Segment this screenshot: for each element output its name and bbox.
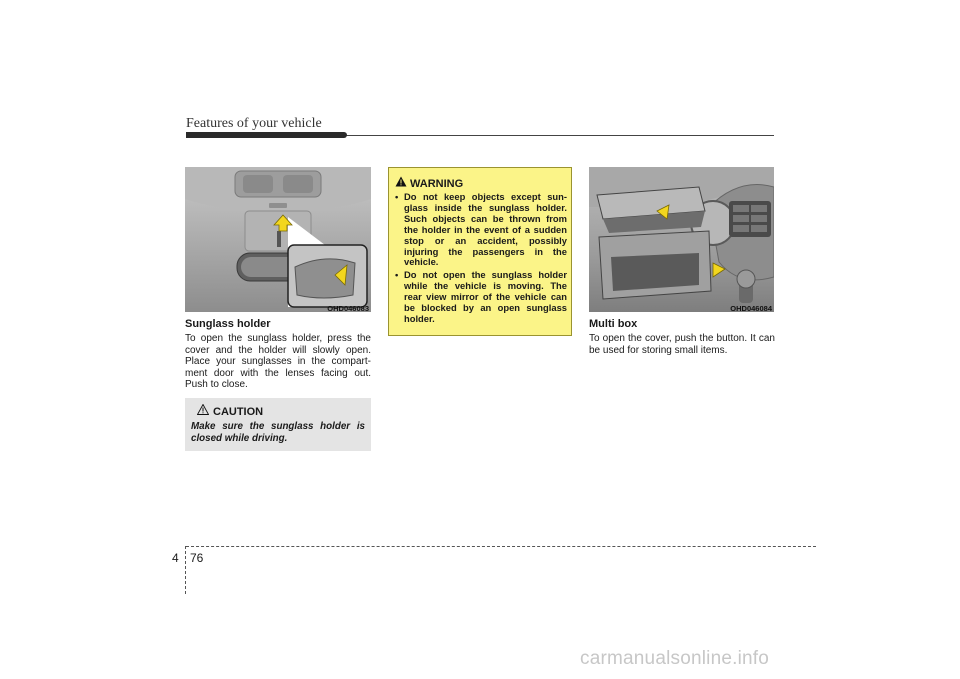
footer-rule	[186, 546, 816, 547]
caution-triangle-icon	[197, 404, 209, 415]
header-bar	[186, 132, 347, 138]
warning-list	[394, 192, 567, 327]
page-header-title: Features of your vehicle	[186, 116, 322, 131]
image-code: OHD046083	[327, 304, 369, 313]
section-title-sunglass-holder: Sunglass holder	[185, 318, 271, 330]
watermark: carmanualsonline.info	[580, 648, 770, 669]
warning-triangle-icon	[395, 176, 407, 187]
sunglass-holder-body: To open the sunglass holder, press the cover and the holder will slowly open. Place your sunglasses in the compartment door with the lenses facing out. Push to close.	[185, 333, 371, 391]
image-code: OHD046084	[730, 304, 772, 313]
warning-item: • Do not open the sunglass holder while the vehicle is moving. The rear view mirror of the vehicle can be blocked by an open sunglass holder.	[394, 270, 567, 325]
warning-heading: WARNING	[410, 178, 464, 190]
section-title-multi-box: Multi box	[589, 318, 638, 330]
multi-box-body: To open the cover, push the button. It can be used for storing small items.	[589, 333, 775, 356]
warning-item: • Do not keep objects except sunglass inside the sunglass holder. Such objects can be thrown from the holder in the event of a sudden stop or an accident, possibly injuring the passengers in the vehicle.	[394, 192, 567, 268]
sunglass-holder-photo	[185, 167, 371, 312]
caution-heading: CAUTION	[213, 406, 264, 418]
caution-text: Make sure the sunglass holder is closed while driving.	[191, 421, 365, 444]
rotate-arrow-icon	[589, 167, 774, 312]
page-number: 76	[190, 551, 204, 565]
chapter-number: 4	[172, 551, 179, 565]
footer-vertical-rule	[185, 546, 186, 594]
multi-box-photo	[589, 167, 774, 312]
up-arrow-icon	[185, 167, 371, 312]
